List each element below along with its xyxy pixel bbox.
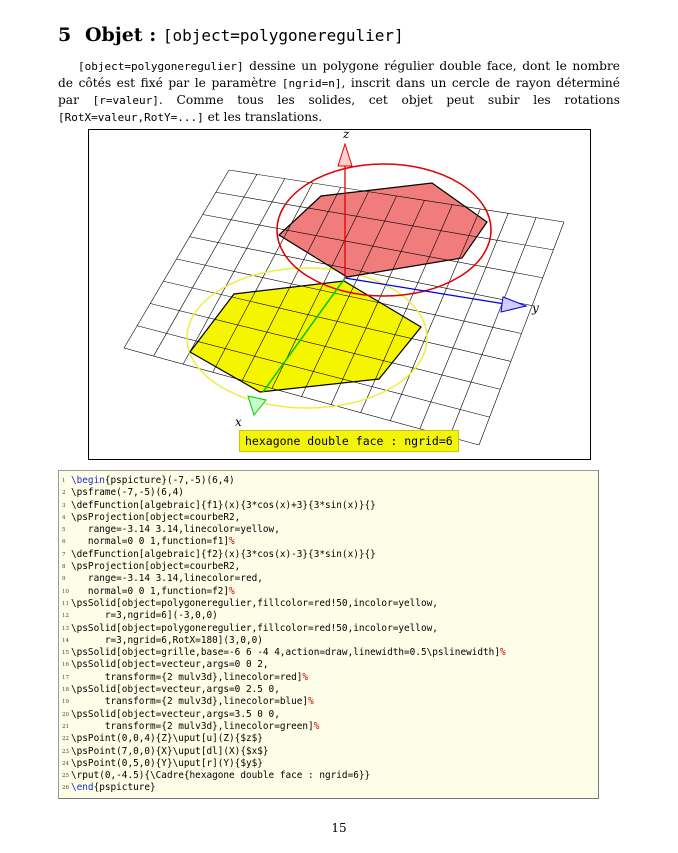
code-text: [71, 659, 269, 671]
red-hexagon: [279, 183, 487, 277]
code-keyword: \begin: [71, 475, 105, 486]
code-text: [71, 684, 280, 696]
code-rest: \psPoint(0,5,0){Y}\uput[r](Y){$y$}: [71, 757, 263, 769]
code-rest: r=3,ngrid=6,RotX=180](3,0,0): [71, 634, 263, 646]
code-text: [71, 623, 438, 635]
code-rest: \rput(0,-4.5){\Cadre{hexagone double face : ngrid=6}}: [71, 770, 371, 782]
figure-frame: [88, 129, 591, 460]
code-text: [71, 586, 235, 598]
code-comment-mark: %: [499, 647, 506, 659]
code-text: [71, 782, 156, 794]
intro-code-ngrid: [ngrid=n]: [281, 77, 342, 90]
line-number: 10: [62, 588, 69, 595]
code-text: [71, 500, 376, 512]
code-rest: \psframe(-7,-5)(6,4): [71, 487, 184, 499]
code-text: [71, 770, 370, 782]
line-number: 7: [62, 551, 66, 558]
code-text: [71, 524, 280, 536]
line-number: 14: [62, 637, 69, 644]
section-title-code: [object=polygoneregulier]: [162, 26, 404, 45]
code-rest: normal=0 0 1,function=f2]: [71, 585, 230, 597]
code-rest: {pspicture}: [93, 782, 156, 794]
code-rest: \defFunction[algebraic]{f1}(x){3*cos(x)+3}{3*sin(x)}{}: [71, 499, 376, 511]
line-number: 3: [62, 502, 66, 509]
code-rest: \psSolid[object=polygoneregulier,fillcolor=red!50,incolor=yellow,: [71, 622, 438, 634]
line-number: 9: [62, 576, 66, 583]
y-axis-arrow: [501, 297, 526, 312]
code-rest: transform={2 mulv3d},linecolor=green]: [71, 720, 314, 732]
code-rest: r=3,ngrid=6](-3,0,0): [71, 610, 218, 622]
code-text: [71, 487, 184, 499]
code-comment-mark: %: [308, 696, 314, 708]
code-rest: range=-3.14 3.14,linecolor=yellow,: [71, 524, 280, 536]
code-text: [71, 696, 314, 708]
code-text: [71, 721, 319, 733]
code-rest: \psPoint(7,0,0){X}\uput[dl](X){$x$}: [71, 745, 269, 757]
code-text: [71, 635, 263, 647]
intro-code-rot: [RotX=valeur,RotY=...]: [58, 111, 204, 124]
code-rest: {pspicture}(-7,-5)(6,4): [104, 475, 235, 486]
line-number: 1: [62, 478, 66, 484]
line-number: 22: [62, 736, 69, 743]
code-rest: \psSolid[object=vecteur,args=0 2.5 0,: [71, 684, 280, 696]
line-number: 16: [62, 662, 69, 669]
code-text: [71, 536, 235, 548]
axis-label-z: z: [343, 130, 350, 141]
code-comment-mark: %: [313, 720, 320, 732]
code-text: [71, 672, 308, 684]
code-text: [71, 561, 240, 573]
code-text: [71, 475, 235, 487]
line-number: 4: [62, 514, 66, 521]
code-rest: \psSolid[object=vecteur,args=0 0 2,: [71, 659, 269, 671]
line-number: 17: [62, 674, 69, 681]
grid-line: [479, 222, 564, 445]
code-rest: \psSolid[object=vecteur,args=3.5 0 0,: [71, 708, 280, 720]
line-number: 24: [62, 760, 69, 767]
code-text: [71, 647, 506, 659]
line-number: 5: [62, 527, 66, 534]
code-rest: \psPoint(0,0,4){Z}\uput[u](Z){$z$}: [71, 733, 263, 745]
code-text: [71, 758, 263, 770]
line-number: 26: [62, 785, 69, 792]
code-text: [71, 598, 438, 610]
intro-text-4: et les translations.: [203, 110, 323, 124]
line-number: 19: [62, 699, 69, 706]
code-text: [71, 573, 263, 585]
section-title-text: Objet :: [85, 24, 163, 46]
section-number: 5: [58, 24, 72, 46]
x-axis-arrow: [248, 396, 266, 415]
code-keyword: \end: [71, 782, 94, 794]
code-listing: [58, 470, 599, 799]
code-text: [71, 549, 376, 561]
code-rest: \psProjection[object=courbeR2,: [71, 561, 241, 573]
section-heading: [58, 24, 404, 46]
intro-paragraph: [58, 58, 620, 126]
code-rest: transform={2 mulv3d},linecolor=blue]: [71, 696, 309, 708]
code-rest: \psSolid[object=polygoneregulier,fillcolor=red!50,incolor=yellow,: [71, 597, 438, 609]
intro-code-r: [r=valeur]: [92, 94, 159, 107]
intro-text-3: . Comme tous les solides, cet objet peut subir les rotations: [158, 93, 620, 107]
code-rest: transform={2 mulv3d},linecolor=red]: [71, 671, 303, 683]
code-comment-mark: %: [229, 536, 235, 548]
code-rest: \psSolid[object=grille,base=-6 6 -4 4,action=draw,linewidth=0.5\pslinewidth]: [71, 647, 500, 659]
axis-label-x: x: [235, 415, 242, 429]
line-number: 8: [62, 564, 66, 571]
line-number: 23: [62, 748, 69, 755]
line-number: 20: [62, 711, 69, 718]
code-text: [71, 746, 269, 758]
intro-code-object: [object=polygoneregulier]: [78, 60, 244, 73]
figure-caption: hexagone double face : ngrid=6: [239, 430, 459, 452]
line-number: 18: [62, 687, 69, 694]
code-rest: \defFunction[algebraic]{f2}(x){3*cos(x)-3}{3*sin(x)}{}: [71, 548, 376, 560]
line-number: 21: [62, 723, 69, 730]
z-axis-arrow: [338, 144, 352, 166]
line-number: 15: [62, 650, 69, 657]
code-text: [71, 610, 218, 622]
line-number: 12: [62, 613, 69, 620]
intro-text-2: , inscrit dans un cercle de rayon déterminé par: [58, 76, 620, 107]
intro-text-1: dessine un polygone régulier double face, dont le nombre de côtés est fixé par le paramètre: [58, 59, 620, 90]
code-comment-mark: %: [229, 585, 235, 597]
line-number: 11: [62, 600, 69, 607]
code-comment-mark: %: [302, 671, 309, 683]
code-rest: \psProjection[object=courbeR2,: [71, 511, 241, 523]
code-text: [71, 709, 280, 721]
figure-3d-plot: [89, 130, 589, 458]
code-rest: normal=0 0 1,function=f1]: [71, 536, 230, 548]
line-number: 6: [62, 539, 66, 546]
line-number: 13: [62, 625, 69, 632]
code-rest: range=-3.14 3.14,linecolor=red,: [71, 573, 263, 585]
code-text: [71, 512, 240, 524]
axis-label-y: y: [532, 301, 539, 315]
line-number: 25: [62, 773, 69, 780]
code-text: [71, 733, 263, 745]
page-number: 15: [331, 821, 347, 835]
line-number: 2: [62, 490, 66, 497]
